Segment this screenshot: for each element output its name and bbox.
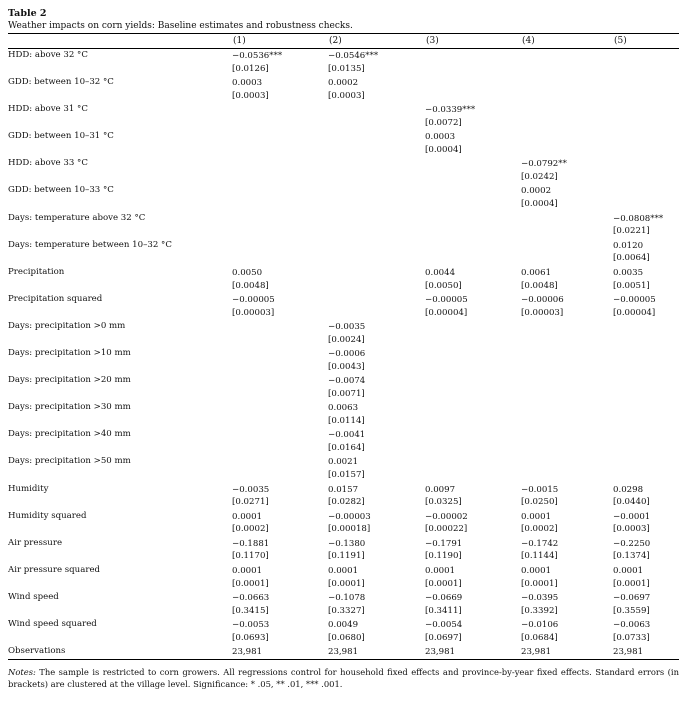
table-cell xyxy=(232,77,269,103)
table-cell xyxy=(328,646,358,659)
table-cell xyxy=(425,619,462,645)
coefficient-value: −0.0395 xyxy=(521,592,559,603)
table-cell xyxy=(521,294,564,320)
coefficient-value: −0.0015 xyxy=(521,484,559,495)
standard-error-value: [0.0114] xyxy=(328,416,365,427)
table-row xyxy=(8,564,679,591)
coefficient-value: 23,981 xyxy=(425,647,456,658)
table-cell xyxy=(521,158,567,184)
coefficient-value: 0.0001 xyxy=(613,565,644,576)
coefficient-value: 0.0002 xyxy=(328,78,359,89)
standard-error-value: [0.0325] xyxy=(425,497,462,508)
standard-error-value: [0.0126] xyxy=(232,63,269,74)
coefficient-value: −0.00006 xyxy=(521,294,564,305)
row-label: Days: precipitation >50 mm xyxy=(8,456,131,467)
standard-error-value: [0.0048] xyxy=(521,280,558,291)
standard-error-value: [0.1191] xyxy=(328,551,365,562)
table-cell xyxy=(328,375,365,401)
coefficient-value: −0.0792** xyxy=(521,159,567,170)
table-cell xyxy=(328,321,365,347)
row-label: Days: temperature between 10–32 °C xyxy=(8,239,172,250)
table-cell xyxy=(521,565,558,591)
coefficient-value: 0.0097 xyxy=(425,484,456,495)
standard-error-value: [0.0221] xyxy=(613,226,650,237)
coefficient-value: −0.1380 xyxy=(328,538,366,549)
table-cell xyxy=(328,484,365,510)
table-cell xyxy=(425,267,462,293)
table-cell xyxy=(328,456,365,482)
standard-error-value: [0.0043] xyxy=(328,361,365,372)
table-cell xyxy=(328,538,365,564)
coefficient-value: −0.0536*** xyxy=(232,51,283,61)
table-cell xyxy=(613,565,650,591)
standard-error-value: [0.3411] xyxy=(425,605,462,616)
coefficient-value: 23,981 xyxy=(232,647,263,658)
row-label: Wind speed xyxy=(8,591,59,602)
coefficient-value: −0.1078 xyxy=(328,592,366,603)
standard-error-value: [0.1374] xyxy=(613,551,650,562)
standard-error-value: [0.3415] xyxy=(232,605,269,616)
coefficient-value: −0.0074 xyxy=(328,376,366,387)
coefficient-value: 0.0001 xyxy=(521,565,552,576)
standard-error-value: [0.0071] xyxy=(328,388,365,399)
table-notes xyxy=(8,666,679,690)
coefficient-value: 0.0001 xyxy=(328,565,359,576)
table-cell xyxy=(328,565,365,591)
coefficient-value: 0.0120 xyxy=(613,240,644,251)
coefficient-value: −0.00005 xyxy=(232,294,275,305)
table-row xyxy=(8,103,679,130)
table-cell xyxy=(613,484,650,510)
table-cell xyxy=(328,619,365,645)
row-label: Humidity xyxy=(8,483,49,494)
coefficient-value: −0.0001 xyxy=(613,511,651,522)
column-header: (3) xyxy=(426,36,439,46)
coefficient-value: −0.0339*** xyxy=(425,105,476,116)
table-cell xyxy=(425,592,462,618)
table-cell xyxy=(613,294,656,320)
table-row xyxy=(8,428,679,455)
table-cell xyxy=(232,538,269,564)
coefficient-value: −0.00003 xyxy=(328,511,371,522)
row-label: Observations xyxy=(8,646,66,657)
row-label: HDD: above 33 °C xyxy=(8,158,88,169)
coefficient-value: 0.0001 xyxy=(232,565,263,576)
coefficient-value: 23,981 xyxy=(521,647,552,658)
standard-error-value: [0.0282] xyxy=(328,497,365,508)
standard-error-value: [0.0684] xyxy=(521,632,558,643)
table-cell xyxy=(328,50,378,76)
standard-error-value: [0.0004] xyxy=(521,199,558,210)
coefficient-value: −0.0035 xyxy=(232,484,270,495)
standard-error-value: [0.3559] xyxy=(613,605,650,616)
row-label: Days: precipitation >20 mm xyxy=(8,375,131,386)
standard-error-value: [0.0003] xyxy=(328,90,365,101)
coefficient-value: −0.0808*** xyxy=(613,213,664,224)
standard-error-value: [0.0250] xyxy=(521,497,558,508)
coefficient-value: 0.0050 xyxy=(232,267,263,278)
row-label: Air pressure squared xyxy=(8,564,101,575)
coefficient-value: 0.0003 xyxy=(425,132,456,143)
coefficient-value: −0.0663 xyxy=(232,592,270,603)
coefficient-value: 0.0298 xyxy=(613,484,644,495)
coefficient-value: −0.0006 xyxy=(328,349,366,360)
standard-error-value: [0.1170] xyxy=(232,551,269,562)
coefficient-value: 0.0035 xyxy=(613,267,644,278)
standard-error-value: [0.0001] xyxy=(328,578,365,589)
table-cell xyxy=(425,294,468,320)
table-cell xyxy=(328,592,365,618)
standard-error-value: [0.00004] xyxy=(425,307,468,318)
standard-error-value: [0.0693] xyxy=(232,632,269,643)
coefficient-value: −0.0035 xyxy=(328,321,366,332)
standard-error-value: [0.0271] xyxy=(232,497,269,508)
row-label: Days: temperature above 32 °C xyxy=(8,212,146,223)
row-label: GDD: between 10–32 °C xyxy=(8,77,114,88)
table-cell xyxy=(613,213,663,239)
standard-error-value: [0.1190] xyxy=(425,551,462,562)
coefficient-value: −0.1742 xyxy=(521,538,559,549)
coefficient-value: 0.0061 xyxy=(521,267,552,278)
standard-error-value: [0.00003] xyxy=(521,307,564,318)
table-cell xyxy=(425,104,475,130)
table-row xyxy=(8,49,679,76)
table-row xyxy=(8,157,679,184)
table-row xyxy=(8,76,679,103)
row-label: Days: precipitation >40 mm xyxy=(8,429,131,440)
table-row xyxy=(8,239,679,266)
standard-error-value: [0.0064] xyxy=(613,253,650,264)
row-label: Days: precipitation >30 mm xyxy=(8,402,131,413)
table-row xyxy=(8,645,679,659)
table-row xyxy=(8,510,679,537)
row-label: Wind speed squared xyxy=(8,618,97,629)
standard-error-value: [0.3327] xyxy=(328,605,365,616)
standard-error-value: [0.0001] xyxy=(425,578,462,589)
coefficient-value: −0.0546*** xyxy=(328,51,379,61)
standard-error-value: [0.0164] xyxy=(328,443,365,454)
coefficient-value: 0.0003 xyxy=(232,78,263,89)
row-label: Humidity squared xyxy=(8,510,87,521)
table-cell xyxy=(232,511,269,537)
row-label: Days: precipitation >10 mm xyxy=(8,348,131,359)
coefficient-value: 0.0001 xyxy=(521,511,552,522)
standard-error-value: [0.0002] xyxy=(232,524,269,535)
coefficient-value: −0.1881 xyxy=(232,538,270,549)
table-row xyxy=(8,293,679,320)
table-cell xyxy=(232,50,282,76)
standard-error-value: [0.0440] xyxy=(613,497,650,508)
table-cell xyxy=(613,538,650,564)
table-cell xyxy=(521,185,558,211)
coefficient-value: −0.00005 xyxy=(613,294,656,305)
table-cell xyxy=(232,484,269,510)
standard-error-value: [0.0072] xyxy=(425,117,462,128)
table-row xyxy=(8,483,679,510)
row-label: Precipitation squared xyxy=(8,293,103,304)
table-cell xyxy=(521,484,558,510)
row-label: HDD: above 32 °C xyxy=(8,50,88,60)
bottom-rule xyxy=(8,659,679,660)
table-cell xyxy=(613,592,650,618)
table-cell xyxy=(425,511,468,537)
coefficient-value: −0.0697 xyxy=(613,592,651,603)
notes-label: Notes: xyxy=(8,667,36,678)
table-body xyxy=(8,49,679,659)
table-cell xyxy=(425,646,455,659)
table-cell xyxy=(521,511,558,537)
table-cell xyxy=(232,646,262,659)
notes-text: The sample is restricted to corn growers. All regressions control for household fixed effects and province-by-year fixed effects. Standard errors (in brackets) are clustered at the village level. Significance: * .05, ** .01, *** .001. xyxy=(8,667,679,690)
table-cell xyxy=(521,619,558,645)
standard-error-value: [0.3392] xyxy=(521,605,558,616)
table-row xyxy=(8,130,679,157)
coefficient-value: 0.0001 xyxy=(425,565,456,576)
standard-error-value: [0.1144] xyxy=(521,551,558,562)
table-title: Weather impacts on corn yields: Baseline estimates and robustness checks. xyxy=(8,21,353,31)
standard-error-value: [0.0051] xyxy=(613,280,650,291)
table-cell xyxy=(328,402,365,428)
table-row xyxy=(8,266,679,293)
table-cell xyxy=(328,429,365,455)
table-row xyxy=(8,537,679,564)
table-cell xyxy=(425,538,462,564)
standard-error-value: [0.0048] xyxy=(232,280,269,291)
table-cell xyxy=(232,267,269,293)
row-label: Precipitation xyxy=(8,266,65,277)
standard-error-value: [0.0733] xyxy=(613,632,650,643)
coefficient-value: −0.0053 xyxy=(232,619,270,630)
standard-error-value: [0.0050] xyxy=(425,280,462,291)
table-row xyxy=(8,320,679,347)
table-cell xyxy=(425,565,462,591)
table-row xyxy=(8,618,679,645)
row-label: GDD: between 10–33 °C xyxy=(8,185,114,196)
standard-error-value: [0.0004] xyxy=(425,145,462,156)
coefficient-value: 0.0157 xyxy=(328,484,359,495)
table-row xyxy=(8,374,679,401)
table-cell xyxy=(328,348,365,374)
table-cell xyxy=(613,646,643,659)
standard-error-value: [0.0024] xyxy=(328,334,365,345)
table-cell xyxy=(232,592,269,618)
coefficient-value: 0.0063 xyxy=(328,403,359,414)
coefficient-value: −0.00005 xyxy=(425,294,468,305)
standard-error-value: [0.0003] xyxy=(613,524,650,535)
table-cell xyxy=(521,538,558,564)
coefficient-value: 23,981 xyxy=(328,647,359,658)
table-cell xyxy=(328,511,371,537)
table-cell xyxy=(232,294,275,320)
coefficient-value: −0.0063 xyxy=(613,619,651,630)
column-header-row xyxy=(8,34,679,48)
table-row xyxy=(8,401,679,428)
standard-error-value: [0.0135] xyxy=(328,63,365,74)
standard-error-value: [0.00018] xyxy=(328,524,371,535)
standard-error-value: [0.0002] xyxy=(521,524,558,535)
table-number: Table 2 xyxy=(8,8,47,19)
standard-error-value: [0.0003] xyxy=(232,90,269,101)
table-row xyxy=(8,347,679,374)
table-cell xyxy=(521,592,558,618)
column-header: (4) xyxy=(522,36,535,46)
standard-error-value: [0.0001] xyxy=(613,578,650,589)
standard-error-value: [0.00003] xyxy=(232,307,275,318)
coefficient-value: 0.0044 xyxy=(425,267,456,278)
standard-error-value: [0.0680] xyxy=(328,632,365,643)
standard-error-value: [0.0157] xyxy=(328,470,365,481)
standard-error-value: [0.0001] xyxy=(521,578,558,589)
table-cell xyxy=(613,240,650,266)
table-cell xyxy=(521,646,551,659)
coefficient-value: −0.1791 xyxy=(425,538,463,549)
coefficient-value: −0.2250 xyxy=(613,538,651,549)
standard-error-value: [0.0697] xyxy=(425,632,462,643)
table-cell xyxy=(521,267,558,293)
table-cell xyxy=(425,131,462,157)
table-cell xyxy=(328,77,365,103)
table-cell xyxy=(613,267,650,293)
table-cell xyxy=(425,484,462,510)
coefficient-value: −0.0106 xyxy=(521,619,559,630)
table-cell xyxy=(232,619,269,645)
coefficient-value: 0.0002 xyxy=(521,186,552,197)
column-header: (1) xyxy=(233,36,246,46)
standard-error-value: [0.0242] xyxy=(521,172,558,183)
row-label: Air pressure xyxy=(8,537,63,548)
table-cell xyxy=(613,619,650,645)
standard-error-value: [0.0001] xyxy=(232,578,269,589)
row-label: HDD: above 31 °C xyxy=(8,104,88,115)
table-cell xyxy=(613,511,650,537)
column-header: (2) xyxy=(329,36,342,46)
coefficient-value: −0.00002 xyxy=(425,511,468,522)
standard-error-value: [0.00022] xyxy=(425,524,468,535)
table-row xyxy=(8,591,679,618)
coefficient-value: −0.0054 xyxy=(425,619,463,630)
table-row xyxy=(8,184,679,211)
table-row xyxy=(8,212,679,239)
column-header: (5) xyxy=(614,36,627,46)
coefficient-value: 0.0001 xyxy=(232,511,263,522)
coefficient-value: 23,981 xyxy=(613,647,644,658)
table-cell xyxy=(232,565,269,591)
coefficient-value: −0.0669 xyxy=(425,592,463,603)
table-row xyxy=(8,455,679,482)
row-label: GDD: between 10–31 °C xyxy=(8,131,114,142)
coefficient-value: 0.0021 xyxy=(328,457,359,468)
coefficient-value: −0.0041 xyxy=(328,430,366,441)
coefficient-value: 0.0049 xyxy=(328,619,359,630)
table-container xyxy=(8,8,679,690)
standard-error-value: [0.00004] xyxy=(613,307,656,318)
row-label: Days: precipitation >0 mm xyxy=(8,320,126,331)
